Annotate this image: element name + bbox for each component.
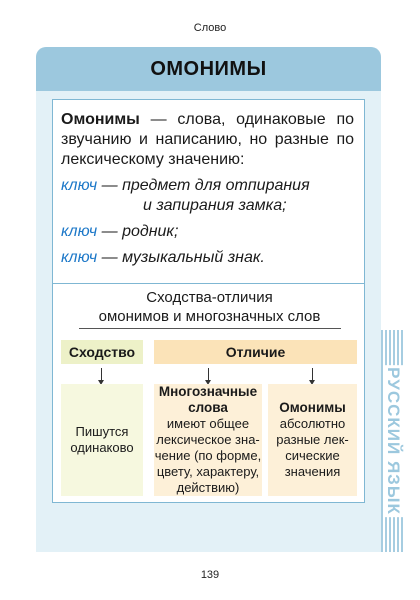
example-keyword: ключ	[61, 177, 98, 194]
homonyms-text-line: разные лек-	[276, 432, 349, 447]
arrow-down-icon	[208, 368, 209, 380]
subject-side-tab	[381, 330, 405, 552]
polysemous-heading: слова	[188, 400, 228, 415]
example-meaning: — родник;	[97, 223, 179, 240]
similarity-text-line: Пишутся	[75, 424, 129, 439]
polysemous-text-line: действию)	[176, 480, 240, 495]
homonyms-text-line: значения	[284, 464, 341, 479]
card-title-bar	[36, 47, 381, 91]
example-meaning: — музыкальный знак.	[97, 249, 265, 266]
definition-term: Омонимы	[61, 111, 140, 128]
similarity-cell	[61, 384, 143, 496]
similarity-text-line: одинаково	[70, 440, 134, 455]
comparison-box	[52, 283, 365, 503]
arrow-down-icon	[312, 368, 313, 380]
comparison-title	[53, 288, 366, 326]
definition-text	[61, 110, 354, 170]
polysemous-text-line: имеют общее	[166, 416, 250, 431]
card-title: ОМОНИМЫ	[150, 57, 267, 80]
example-3	[61, 248, 354, 268]
polysemous-text-line: чение (по форме,	[154, 448, 262, 463]
comparison-title-line2: омонимов и многозначных слов	[98, 308, 321, 325]
running-head: Слово	[193, 22, 227, 34]
polysemous-heading: Многозначные	[158, 384, 258, 399]
arrow-down-icon	[101, 368, 102, 380]
title-underline	[79, 328, 341, 329]
homonyms-cell	[268, 384, 357, 496]
homonyms-text-line: сические	[285, 448, 340, 463]
side-tab-label: РУССКИЙ ЯЗЫК	[384, 367, 403, 515]
similarity-header: Сходство	[61, 340, 143, 364]
example-1	[61, 176, 354, 216]
homonyms-card	[36, 47, 381, 552]
example-keyword: ключ	[61, 223, 98, 240]
example-meaning-cont: и запирания замка;	[143, 197, 287, 214]
example-keyword: ключ	[61, 249, 98, 266]
definition-body: — слова, одинаковые по звучанию и написанию, но разные по лексическому значению:	[61, 111, 354, 168]
example-2	[61, 222, 354, 242]
difference-header: Отличие	[154, 340, 357, 364]
homonyms-text-line: абсолютно	[279, 416, 346, 431]
comparison-title-line1: Сходства-отличия	[146, 289, 273, 306]
polysemous-text-line: лексическое зна-	[156, 432, 260, 447]
definition-box	[52, 99, 365, 312]
example-meaning: — предмет для отпирания	[97, 177, 310, 194]
page-number: 139	[200, 569, 220, 581]
polysemous-cell	[154, 384, 262, 496]
homonyms-heading: Омонимы	[279, 400, 346, 415]
polysemous-text-line: цвету, характеру,	[156, 464, 260, 479]
